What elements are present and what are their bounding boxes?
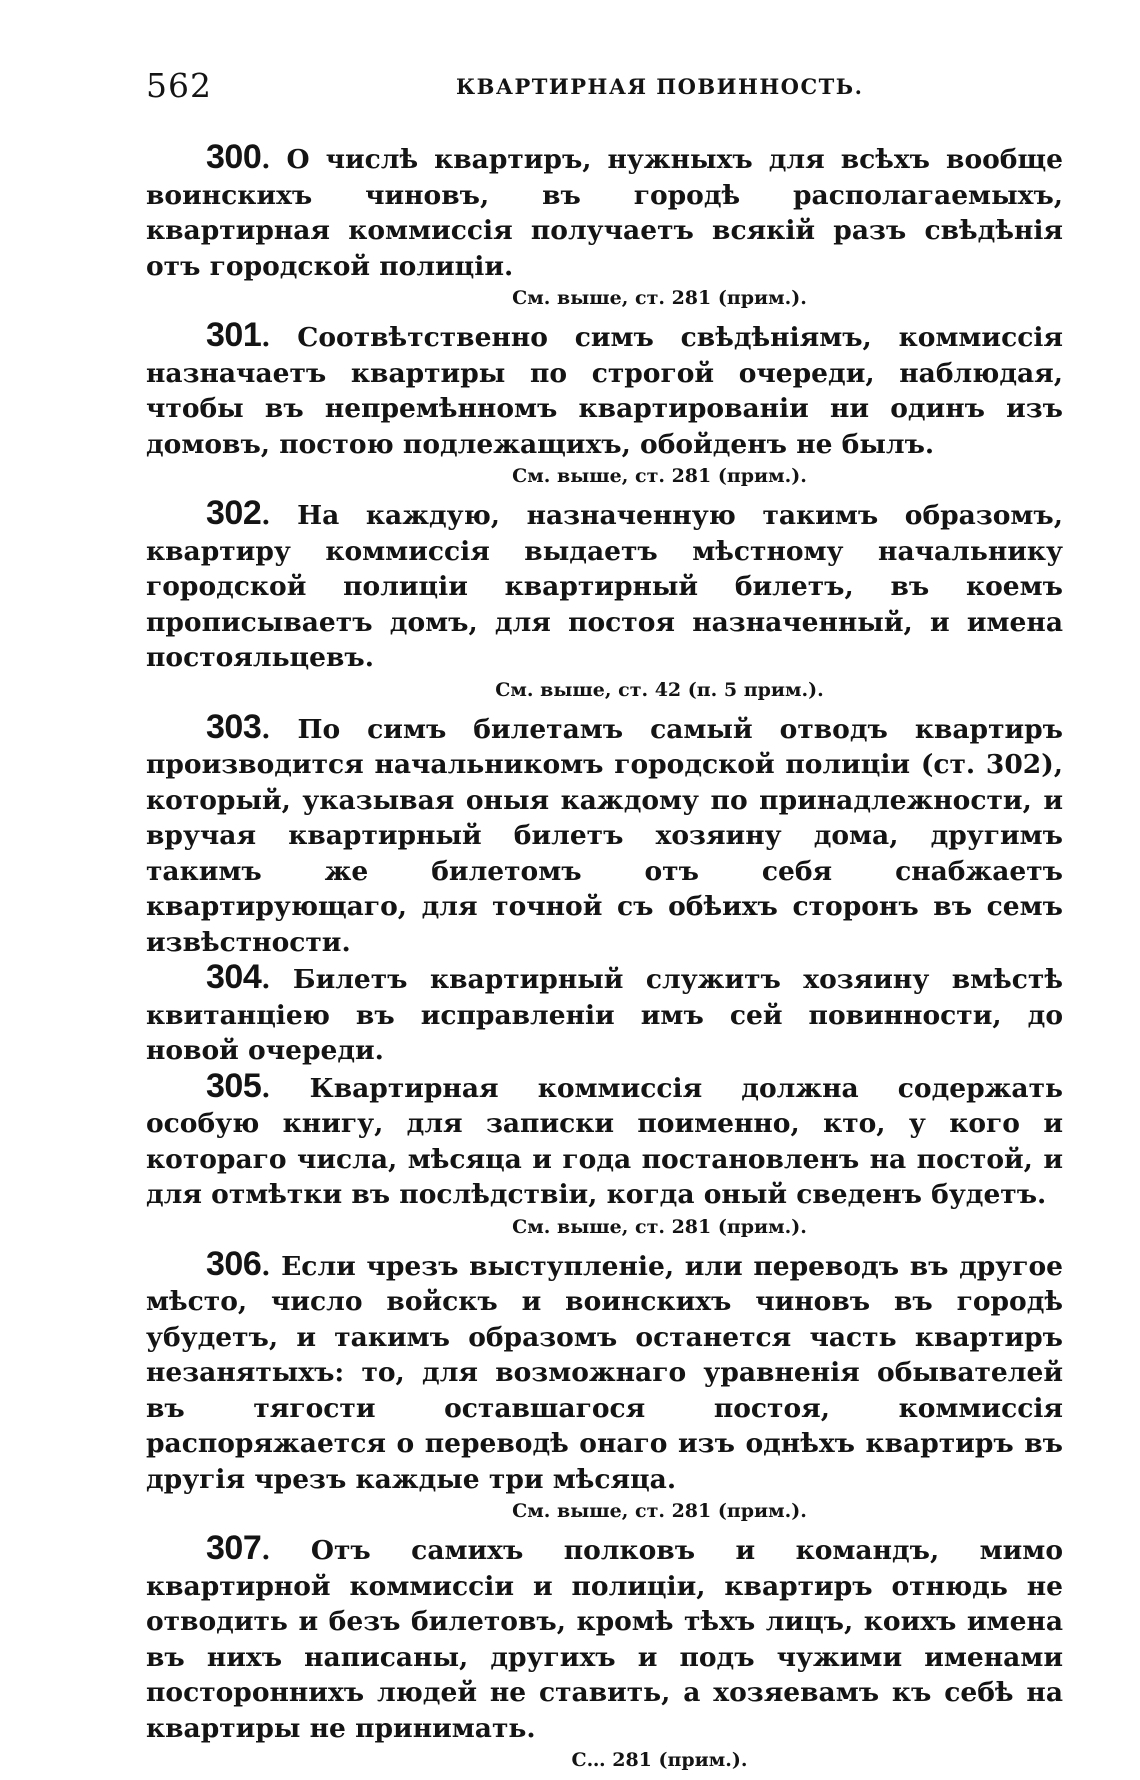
article-text: 305. Квартирная коммиссія должна содержать особую книгу, для записки поименно, кто, у кого и котораго числа, мѣсяца и года постановленъ на постой, и для отмѣтки въ послѣдствіи, когда оный сведенъ будетъ.	[146, 1066, 1063, 1210]
article-text: 307. Отъ самихъ полковъ и командъ, мимо квартирной коммиссіи и полиціи, квартиръ отнюдь не отводить и безъ билетовъ, кромѣ тѣхъ лицъ, коихъ имена въ нихъ написаны, другихъ и подъ чужими именами постороннихъ людей не ставить, а хозяевамъ къ себѣ на квартиры не принимать.	[146, 1529, 1063, 1744]
article-number: 302	[206, 494, 262, 532]
running-title: КВАРТИРНАЯ ПОВИННОСТЬ.	[456, 74, 864, 99]
running-head	[146, 66, 1006, 110]
article-307	[146, 1531, 1063, 1774]
article-number: 300	[206, 138, 262, 176]
article-body: О числѣ квартиръ, нужныхъ для всѣхъ вообще воинскихъ чиновъ, въ городѣ располагаемыхъ, квартирная коммиссія получаетъ всякій разъ свѣдѣнія отъ городской полиціи.	[146, 144, 1064, 282]
body-text	[146, 140, 1063, 1780]
article-301	[146, 318, 1063, 490]
article-text: 301. Соотвѣтственно симъ свѣдѣніямъ, коммиссія назначаетъ квартиры по строгой очереди, наблюдая, чтобы въ непремѣнномъ квартированіи ни одинъ изъ домовъ, постою подлежащихъ, обойденъ не былъ.	[146, 316, 1064, 460]
article-number: 307	[206, 1529, 262, 1567]
article-300	[146, 140, 1063, 312]
article-body: На каждую, назначенную такимъ образомъ, квартиру коммиссія выдаетъ мѣстному начальнику городской полиціи квартирный билетъ, въ коемъ прописываетъ домъ, для постоя назначенный, и имена постояльцевъ.	[146, 500, 1063, 673]
article-body: По симъ билетамъ самый отводъ квартиръ производится начальникомъ городской полиціи (ст. 302), который, указывая оныя каждому по принадлежности, и вручая квартирный билетъ хозяину дома, другимъ такимъ же билетомъ отъ себя снабжаетъ квартирующаго, для точной съ обѣихъ сторонъ въ семъ извѣстности.	[146, 713, 1064, 958]
article-number: 303	[206, 707, 262, 746]
cross-reference: См. выше, ст. 42 (п. 5 прим.).	[495, 678, 824, 701]
article-number: 301	[206, 316, 262, 354]
cross-reference: С… 281 (прим.).	[571, 1749, 748, 1771]
article-number: 305	[206, 1066, 262, 1105]
article-303	[146, 707, 1064, 961]
article-305	[146, 1066, 1063, 1241]
article-text: 303. По симъ билетамъ самый отводъ квартиръ производится начальникомъ городской полиціи (ст. 302), который, указывая оныя каждому по принадлежности, и вручая квартирный билетъ хозяину дома, другимъ такимъ же билетомъ отъ себя снабжаетъ квартирующаго, для точной съ обѣихъ сторонъ въ семъ извѣстности.	[146, 707, 1064, 958]
article-302	[146, 496, 1063, 704]
article-body: Билетъ квартирный служитъ хозяину вмѣстѣ квитанціею въ исправленіи имъ сей повинности, до новой очереди.	[146, 964, 1063, 1066]
article-body: Отъ самихъ полковъ и командъ, мимо квартирной коммиссіи и полиціи, квартиръ отнюдь не отводить и безъ билетовъ, кромѣ тѣхъ лицъ, коихъ имена въ нихъ написаны, другихъ и подъ чужими именами постороннихъ людей не ставить, а хозяевамъ къ себѣ на квартиры не принимать.	[146, 1535, 1063, 1744]
article-text: 304. Билетъ квартирный служитъ хозяину вмѣстѣ квитанціею въ исправленіи имъ сей повинности, до новой очереди.	[146, 958, 1063, 1066]
article-text: 306. Если чрезъ выступленіе, или переводъ въ другое мѣсто, число войскъ и воинскихъ чиновъ въ городѣ убудетъ, и такимъ образомъ останется часть квартиръ незанятыхъ: то, для возможнаго уравненія обывателей въ тягости оставшагося постоя, коммиссія распоряжается о переводѣ онаго изъ однѣхъ квартиръ въ другія чрезъ каждые три мѣсяца.	[146, 1244, 1064, 1495]
article-body: Соотвѣтственно симъ свѣдѣніямъ, коммиссія назначаетъ квартиры по строгой очереди, наблюдая, чтобы въ непремѣнномъ квартированіи ни одинъ изъ домовъ, постою подлежащихъ, обойденъ не былъ.	[146, 322, 1064, 460]
cross-reference: См. выше, ст. 281 (прим.).	[512, 465, 807, 487]
article-304	[146, 960, 1063, 1069]
article-306	[146, 1244, 1064, 1526]
article-number: 304	[206, 958, 262, 996]
article-body: Если чрезъ выступленіе, или переводъ въ другое мѣсто, число войскъ и воинскихъ чиновъ въ городѣ убудетъ, и такимъ образомъ останется часть квартиръ незанятыхъ: то, для возможнаго уравненія обывателей въ тягости оставшагося постоя, коммиссія распоряжается о переводѣ онаго изъ однѣхъ квартиръ въ другія чрезъ каждые три мѣсяца.	[146, 1250, 1064, 1495]
article-text: 300. О числѣ квартиръ, нужныхъ для всѣхъ вообще воинскихъ чиновъ, въ городѣ располагаемыхъ, квартирная коммиссія получаетъ всякій разъ свѣдѣнія отъ городской полиціи.	[146, 138, 1064, 282]
cross-reference: См. выше, ст. 281 (прим.).	[512, 1500, 807, 1522]
article-text: 302. На каждую, назначенную такимъ образомъ, квартиру коммиссія выдаетъ мѣстному начальнику городской полиціи квартирный билетъ, въ коемъ прописываетъ домъ, для постоя назначенный, и имена постояльцевъ.	[146, 494, 1063, 673]
article-number: 306	[206, 1244, 262, 1283]
page-number: 562	[146, 66, 212, 105]
article-body: Квартирная коммиссія должна содержать особую книгу, для записки поименно, кто, у кого и котораго числа, мѣсяца и года постановленъ на постой, и для отмѣтки въ послѣдствіи, когда оный сведенъ будетъ.	[146, 1072, 1063, 1210]
cross-reference: См. выше, ст. 281 (прим.).	[512, 287, 807, 309]
cross-reference: См. выше, ст. 281 (прим.).	[512, 1215, 807, 1238]
